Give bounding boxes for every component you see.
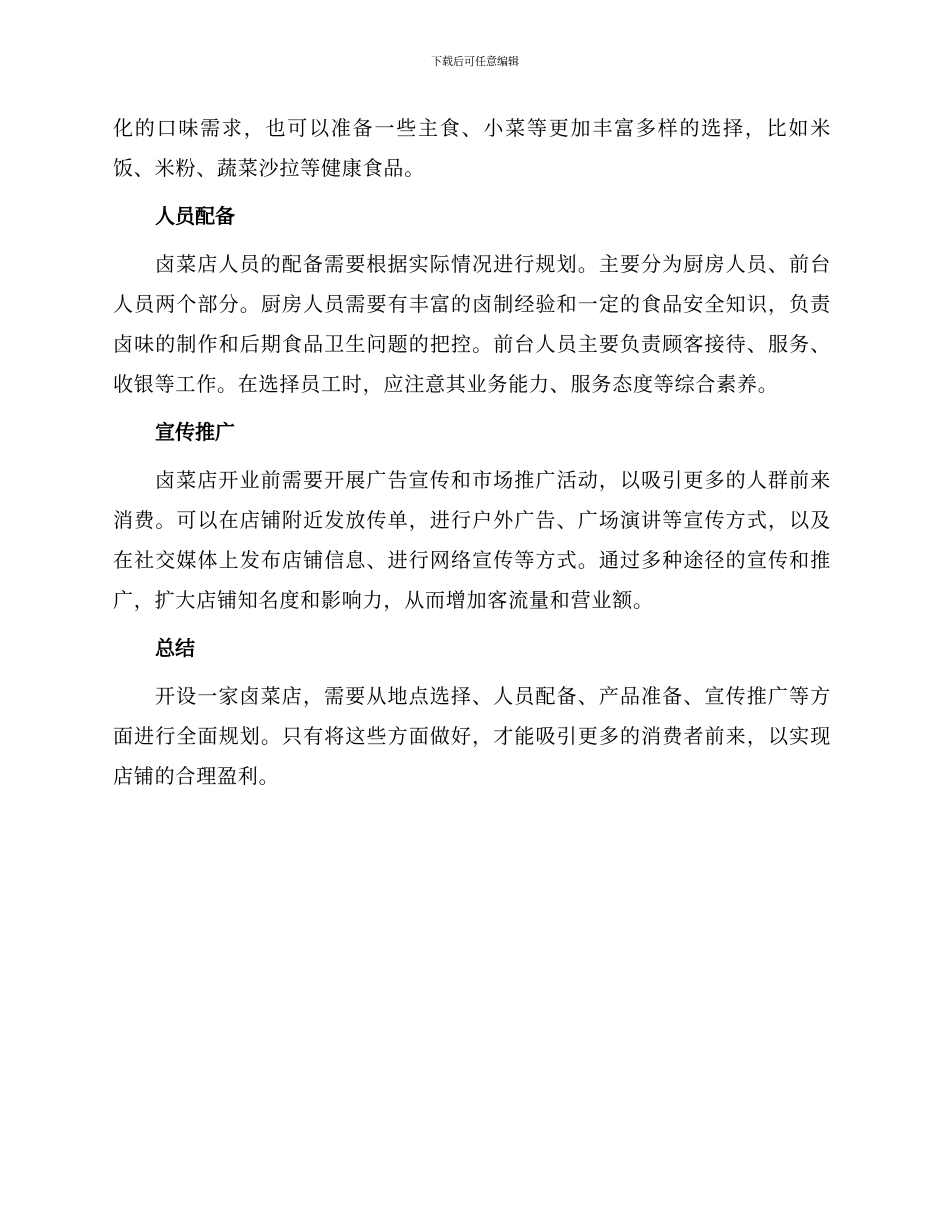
paragraph-continued-intro: 化的口味需求，也可以准备一些主食、小菜等更加丰富多样的选择，比如米饭、米粉、蔬菜沙拉等健康食品。: [113, 116, 831, 180]
paragraph-summary: 开设一家卤菜店，需要从地点选择、人员配备、产品准备、宣传推广等方面进行全面规划。只有将这些方面做好，才能吸引更多的消费者前来，以实现店铺的合理盈利。: [113, 684, 831, 788]
section-heading-summary: 总结: [155, 636, 195, 660]
section-heading-promotion: 宣传推广: [155, 420, 235, 444]
header-note: 下载后可任意编辑: [431, 55, 519, 68]
paragraph-staffing: 卤菜店人员的配备需要根据实际情况进行规划。主要分为厨房人员、前台人员两个部分。厨房人员需要有丰富的卤制经验和一定的食品安全知识，负责卤味的制作和后期食品卫生问题的把控。前台人员主要负责顾客接待、服务、收银等工作。在选择员工时，应注意其业务能力、服务态度等综合素养。: [113, 252, 831, 396]
section-heading-staffing: 人员配备: [155, 204, 235, 228]
paragraph-promotion: 卤菜店开业前需要开展广告宣传和市场推广活动，以吸引更多的人群前来消费。可以在店铺附近发放传单，进行户外广告、广场演讲等宣传方式，以及在社交媒体上发布店铺信息、进行网络宣传等方式。通过多种途径的宣传和推广，扩大店铺知名度和影响力，从而增加客流量和营业额。: [113, 468, 831, 612]
document-body: [113, 108, 831, 796]
